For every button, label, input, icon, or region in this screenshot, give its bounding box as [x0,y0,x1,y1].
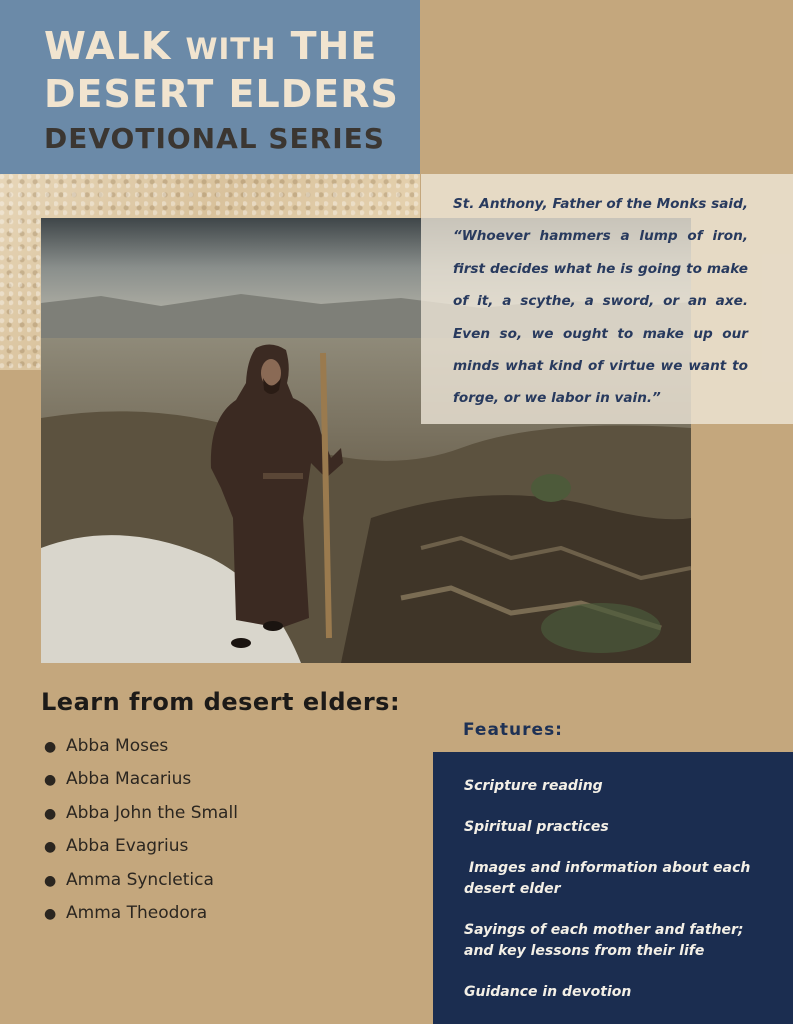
bullet-icon: ● [44,872,57,889]
learn-heading: Learn from desert elders: [41,688,401,716]
feature-item: Guidance in devotion [464,984,632,1000]
st-anthony-quote: St. Anthony, Father of the Monks said, “Whoever hammers a lump of iron, first decides what he is going to make of it, a scythe, a sword, or an axe. Even so, we ought to make up our minds what kind of virtue we want to forge, or we labor in vain.” [453,196,748,407]
elder-name: Amma Theodora [66,902,208,923]
bullet-icon: ● [44,739,57,755]
list-item [44,903,238,936]
features-panel [433,752,793,1024]
bullet-icon: ● [44,905,57,922]
list-item [44,870,238,903]
title-line-2: DESERT ELDERS [44,72,399,116]
elder-name: Abba Evagrius [66,836,189,857]
bullet-icon: ● [44,805,57,822]
list-item [44,803,238,836]
feature-item: Spiritual practices [464,819,609,835]
elder-name: Abba Moses [66,736,169,756]
title-with: WITH [185,32,277,66]
elders-list [44,736,238,936]
quote-panel [421,174,793,424]
bullet-icon: ● [44,839,57,856]
list-item [44,736,238,769]
elder-name: Amma Syncletica [66,869,214,890]
list-item [44,769,238,802]
features-heading: Features: [463,720,563,740]
title-line-1 [44,24,377,68]
series-subtitle: DEVOTIONAL SERIES [44,122,385,155]
bullet-icon: ● [44,772,57,789]
list-item [44,836,238,869]
feature-item: Scripture reading [464,778,603,794]
title-walk: WALK [44,24,172,68]
elder-name: Abba John the Small [66,802,238,823]
title-banner [0,0,420,174]
feature-item: Images and information about each desert elder [464,860,756,897]
elder-name: Abba Macarius [66,769,192,790]
title-the: THE [290,24,378,68]
feature-item: Sayings of each mother and father; and key lessons from their life [464,922,744,959]
